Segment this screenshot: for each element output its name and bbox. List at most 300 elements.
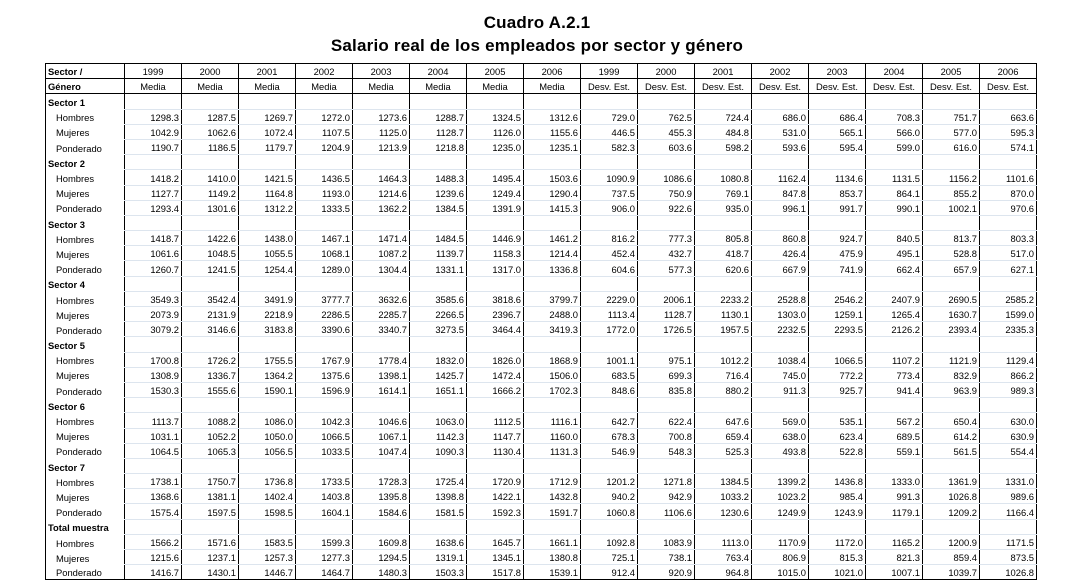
header-year-cell: 2000	[638, 64, 695, 79]
header-year-cell: 2000	[182, 64, 239, 79]
empty-cell	[467, 155, 524, 170]
header-year-cell: 1999	[125, 64, 182, 79]
value-cell: 1046.6	[353, 413, 410, 428]
table-row	[46, 231, 1037, 246]
empty-cell	[866, 215, 923, 230]
empty-cell	[752, 519, 809, 534]
title-block	[0, 12, 1074, 58]
row-label: Mujeres	[46, 185, 125, 200]
empty-cell	[809, 398, 866, 413]
value-cell: 686.0	[752, 109, 809, 124]
value-cell: 1288.7	[410, 109, 467, 124]
empty-cell	[410, 276, 467, 291]
value-cell: 1503.6	[524, 170, 581, 185]
value-cell: 1638.6	[410, 534, 467, 549]
empty-cell	[638, 398, 695, 413]
table-row	[46, 474, 1037, 489]
value-cell: 657.9	[923, 261, 980, 276]
value-cell: 1179.7	[239, 139, 296, 154]
row-label: Ponderado	[46, 322, 125, 337]
table-row	[46, 322, 1037, 337]
empty-cell	[695, 337, 752, 352]
empty-cell	[296, 458, 353, 473]
value-cell: 1026.8	[980, 565, 1037, 580]
value-cell: 1139.7	[410, 246, 467, 261]
empty-cell	[353, 215, 410, 230]
value-cell: 650.4	[923, 413, 980, 428]
value-cell: 2690.5	[923, 291, 980, 306]
value-cell: 1113.7	[125, 413, 182, 428]
value-cell: 622.4	[638, 413, 695, 428]
value-cell: 729.0	[581, 109, 638, 124]
empty-cell	[296, 94, 353, 109]
empty-cell	[524, 519, 581, 534]
empty-cell	[695, 519, 752, 534]
header-year-cell: 2006	[524, 64, 581, 79]
value-cell: 1131.3	[524, 443, 581, 458]
value-cell: 1430.1	[182, 565, 239, 580]
value-cell: 1162.4	[752, 170, 809, 185]
value-cell: 975.1	[638, 352, 695, 367]
empty-cell	[353, 94, 410, 109]
row-label: Hombres	[46, 291, 125, 306]
value-cell: 1736.8	[239, 474, 296, 489]
empty-cell	[809, 458, 866, 473]
row-label: Hombres	[46, 109, 125, 124]
value-cell: 1257.3	[239, 550, 296, 565]
value-cell: 1333.5	[296, 200, 353, 215]
table-row	[46, 382, 1037, 397]
value-cell: 1539.1	[524, 565, 581, 580]
value-cell: 1599.3	[296, 534, 353, 549]
value-cell: 1391.9	[467, 200, 524, 215]
value-cell: 840.5	[866, 231, 923, 246]
value-cell: 1121.9	[923, 352, 980, 367]
value-cell: 996.1	[752, 200, 809, 215]
table-row	[46, 246, 1037, 261]
value-cell: 1438.0	[239, 231, 296, 246]
row-label: Hombres	[46, 170, 125, 185]
header-stat-cell: Media	[182, 79, 239, 94]
value-cell: 912.4	[581, 565, 638, 580]
value-cell: 1868.9	[524, 352, 581, 367]
value-cell: 1170.9	[752, 534, 809, 549]
value-cell: 525.3	[695, 443, 752, 458]
table-row	[46, 261, 1037, 276]
value-cell: 1416.7	[125, 565, 182, 580]
empty-cell	[752, 94, 809, 109]
value-cell: 535.1	[809, 413, 866, 428]
empty-cell	[182, 398, 239, 413]
header-year-cell: 2005	[467, 64, 524, 79]
value-cell: 773.4	[866, 367, 923, 382]
value-cell: 1002.1	[923, 200, 980, 215]
empty-cell	[866, 458, 923, 473]
table-row	[46, 124, 1037, 139]
empty-cell	[410, 519, 467, 534]
row-label: Mujeres	[46, 428, 125, 443]
value-cell: 963.9	[923, 382, 980, 397]
empty-cell	[410, 215, 467, 230]
header-stat-cell: Desv. Est.	[809, 79, 866, 94]
value-cell: 1380.8	[524, 550, 581, 565]
empty-cell	[866, 519, 923, 534]
value-cell: 3419.3	[524, 322, 581, 337]
value-cell: 763.4	[695, 550, 752, 565]
table-body	[46, 64, 1037, 580]
value-cell: 1166.4	[980, 504, 1037, 519]
value-cell: 1068.1	[296, 246, 353, 261]
value-cell: 2285.7	[353, 307, 410, 322]
value-cell: 2293.5	[809, 322, 866, 337]
table-row	[46, 291, 1037, 306]
value-cell: 942.9	[638, 489, 695, 504]
value-cell: 1190.7	[125, 139, 182, 154]
empty-cell	[638, 215, 695, 230]
value-cell: 1331.1	[410, 261, 467, 276]
value-cell: 1645.7	[467, 534, 524, 549]
header-year-cell: 1999	[581, 64, 638, 79]
value-cell: 1384.5	[410, 200, 467, 215]
empty-cell	[182, 155, 239, 170]
value-cell: 1080.8	[695, 170, 752, 185]
value-cell: 662.4	[866, 261, 923, 276]
value-cell: 528.8	[923, 246, 980, 261]
value-cell: 663.6	[980, 109, 1037, 124]
value-cell: 1235.0	[467, 139, 524, 154]
value-cell: 1033.2	[695, 489, 752, 504]
header-row-years	[46, 64, 1037, 79]
value-cell: 1179.1	[866, 504, 923, 519]
value-cell: 1047.4	[353, 443, 410, 458]
value-cell: 1303.0	[752, 307, 809, 322]
value-cell: 1480.3	[353, 565, 410, 580]
value-cell: 1461.2	[524, 231, 581, 246]
value-cell: 620.6	[695, 261, 752, 276]
header-year-cell: 2004	[410, 64, 467, 79]
table-row	[46, 565, 1037, 580]
table-row	[46, 550, 1037, 565]
value-cell: 920.9	[638, 565, 695, 580]
empty-cell	[182, 458, 239, 473]
value-cell: 574.1	[980, 139, 1037, 154]
row-label: Mujeres	[46, 489, 125, 504]
value-cell: 1464.7	[296, 565, 353, 580]
empty-cell	[353, 519, 410, 534]
value-cell: 3818.6	[467, 291, 524, 306]
empty-cell	[467, 215, 524, 230]
empty-cell	[581, 519, 638, 534]
value-cell: 577.3	[638, 261, 695, 276]
value-cell: 642.7	[581, 413, 638, 428]
value-cell: 1472.4	[467, 367, 524, 382]
value-cell: 2488.0	[524, 307, 581, 322]
value-cell: 593.6	[752, 139, 809, 154]
value-cell: 815.3	[809, 550, 866, 565]
empty-cell	[809, 276, 866, 291]
value-cell: 1590.1	[239, 382, 296, 397]
empty-cell	[695, 276, 752, 291]
value-cell: 1204.9	[296, 139, 353, 154]
empty-cell	[923, 94, 980, 109]
empty-cell	[182, 337, 239, 352]
value-cell: 1661.1	[524, 534, 581, 549]
value-cell: 678.3	[581, 428, 638, 443]
value-cell: 426.4	[752, 246, 809, 261]
header-stat-cell: Desv. Est.	[638, 79, 695, 94]
value-cell: 1218.8	[410, 139, 467, 154]
value-cell: 1214.6	[353, 185, 410, 200]
empty-cell	[239, 276, 296, 291]
header-sector-label: Sector /	[46, 64, 125, 79]
value-cell: 1384.5	[695, 474, 752, 489]
value-cell: 1158.3	[467, 246, 524, 261]
header-stat-cell: Media	[239, 79, 296, 94]
value-cell: 1738.1	[125, 474, 182, 489]
table-row	[46, 413, 1037, 428]
value-cell: 1164.8	[239, 185, 296, 200]
value-cell: 1107.5	[296, 124, 353, 139]
value-cell: 1277.3	[296, 550, 353, 565]
header-year-cell: 2003	[809, 64, 866, 79]
value-cell: 1584.6	[353, 504, 410, 519]
empty-cell	[581, 337, 638, 352]
value-cell: 1064.5	[125, 443, 182, 458]
section-label: Sector 7	[46, 458, 125, 473]
value-cell: 1062.6	[182, 124, 239, 139]
header-stat-cell: Media	[125, 79, 182, 94]
header-stat-cell: Media	[524, 79, 581, 94]
empty-cell	[353, 276, 410, 291]
value-cell: 1402.4	[239, 489, 296, 504]
empty-cell	[524, 458, 581, 473]
value-cell: 1237.1	[182, 550, 239, 565]
empty-cell	[809, 215, 866, 230]
row-label: Hombres	[46, 534, 125, 549]
empty-cell	[638, 276, 695, 291]
section-label: Sector 4	[46, 276, 125, 291]
value-cell: 1446.7	[239, 565, 296, 580]
value-cell: 1066.5	[809, 352, 866, 367]
value-cell: 1767.9	[296, 352, 353, 367]
value-cell: 1361.9	[923, 474, 980, 489]
empty-cell	[239, 398, 296, 413]
section-label: Sector 1	[46, 94, 125, 109]
value-cell: 1308.9	[125, 367, 182, 382]
value-cell: 2073.9	[125, 307, 182, 322]
value-cell: 1312.6	[524, 109, 581, 124]
empty-cell	[695, 155, 752, 170]
table-row	[46, 443, 1037, 458]
value-cell: 1033.5	[296, 443, 353, 458]
value-cell: 2131.9	[182, 307, 239, 322]
empty-cell	[125, 519, 182, 534]
value-cell: 803.3	[980, 231, 1037, 246]
empty-cell	[239, 458, 296, 473]
empty-cell	[524, 94, 581, 109]
header-stat-cell: Media	[296, 79, 353, 94]
value-cell: 1012.2	[695, 352, 752, 367]
value-cell: 418.7	[695, 246, 752, 261]
row-label: Mujeres	[46, 307, 125, 322]
empty-cell	[524, 276, 581, 291]
header-stat-cell: Desv. Est.	[581, 79, 638, 94]
value-cell: 1061.6	[125, 246, 182, 261]
value-cell: 1364.2	[239, 367, 296, 382]
value-cell: 1063.0	[410, 413, 467, 428]
section-label: Sector 3	[46, 215, 125, 230]
value-cell: 1666.2	[467, 382, 524, 397]
value-cell: 522.8	[809, 443, 866, 458]
empty-cell	[296, 519, 353, 534]
value-cell: 1324.5	[467, 109, 524, 124]
section-label: Sector 2	[46, 155, 125, 170]
empty-cell	[638, 519, 695, 534]
value-cell: 1042.9	[125, 124, 182, 139]
value-cell: 1214.4	[524, 246, 581, 261]
empty-cell	[695, 458, 752, 473]
empty-cell	[980, 155, 1037, 170]
value-cell: 554.4	[980, 443, 1037, 458]
empty-cell	[752, 337, 809, 352]
value-cell: 1604.1	[296, 504, 353, 519]
value-cell: 1072.4	[239, 124, 296, 139]
value-cell: 859.4	[923, 550, 980, 565]
table-row	[46, 307, 1037, 322]
value-cell: 689.5	[866, 428, 923, 443]
value-cell: 2286.5	[296, 307, 353, 322]
header-year-cell: 2004	[866, 64, 923, 79]
section-label: Sector 5	[46, 337, 125, 352]
empty-cell	[239, 519, 296, 534]
value-cell: 3491.9	[239, 291, 296, 306]
value-cell: 1436.8	[809, 474, 866, 489]
value-cell: 3549.3	[125, 291, 182, 306]
empty-cell	[581, 458, 638, 473]
empty-cell	[581, 276, 638, 291]
value-cell: 2232.5	[752, 322, 809, 337]
value-cell: 1269.7	[239, 109, 296, 124]
table-row	[46, 428, 1037, 443]
value-cell: 1171.5	[980, 534, 1037, 549]
value-cell: 1113.4	[581, 307, 638, 322]
empty-cell	[296, 337, 353, 352]
value-cell: 1336.7	[182, 367, 239, 382]
value-cell: 559.1	[866, 443, 923, 458]
empty-cell	[923, 519, 980, 534]
value-cell: 1272.0	[296, 109, 353, 124]
empty-cell	[410, 337, 467, 352]
header-year-cell: 2006	[980, 64, 1037, 79]
value-cell: 989.3	[980, 382, 1037, 397]
value-cell: 1566.2	[125, 534, 182, 549]
value-cell: 1113.0	[695, 534, 752, 549]
value-cell: 924.7	[809, 231, 866, 246]
empty-cell	[638, 94, 695, 109]
header-year-cell: 2001	[239, 64, 296, 79]
section-row	[46, 458, 1037, 473]
value-cell: 1726.2	[182, 352, 239, 367]
value-cell: 1241.5	[182, 261, 239, 276]
table-row	[46, 170, 1037, 185]
value-cell: 1060.8	[581, 504, 638, 519]
value-cell: 700.8	[638, 428, 695, 443]
value-cell: 630.0	[980, 413, 1037, 428]
value-cell: 484.8	[695, 124, 752, 139]
value-cell: 1021.0	[809, 565, 866, 580]
value-cell: 1039.7	[923, 565, 980, 580]
empty-cell	[866, 155, 923, 170]
empty-cell	[524, 398, 581, 413]
value-cell: 847.8	[752, 185, 809, 200]
header-year-cell: 2003	[353, 64, 410, 79]
empty-cell	[638, 337, 695, 352]
value-cell: 1506.0	[524, 367, 581, 382]
value-cell: 1436.5	[296, 170, 353, 185]
empty-cell	[980, 519, 1037, 534]
value-cell: 604.6	[581, 261, 638, 276]
value-cell: 813.7	[923, 231, 980, 246]
value-cell: 716.4	[695, 367, 752, 382]
value-cell: 1488.3	[410, 170, 467, 185]
value-cell: 1331.0	[980, 474, 1037, 489]
value-cell: 1599.0	[980, 307, 1037, 322]
row-label: Ponderado	[46, 443, 125, 458]
section-row	[46, 337, 1037, 352]
empty-cell	[809, 155, 866, 170]
value-cell: 1571.6	[182, 534, 239, 549]
value-cell: 1702.3	[524, 382, 581, 397]
empty-cell	[467, 398, 524, 413]
row-label: Mujeres	[46, 550, 125, 565]
value-cell: 1015.0	[752, 565, 809, 580]
value-cell: 1712.9	[524, 474, 581, 489]
empty-cell	[752, 458, 809, 473]
value-cell: 1213.9	[353, 139, 410, 154]
value-cell: 1126.0	[467, 124, 524, 139]
value-cell: 1301.6	[182, 200, 239, 215]
value-cell: 598.2	[695, 139, 752, 154]
value-cell: 446.5	[581, 124, 638, 139]
value-cell: 750.9	[638, 185, 695, 200]
value-cell: 1530.3	[125, 382, 182, 397]
value-cell: 1362.2	[353, 200, 410, 215]
value-cell: 1193.0	[296, 185, 353, 200]
value-cell: 1398.8	[410, 489, 467, 504]
value-cell: 582.3	[581, 139, 638, 154]
value-cell: 1230.6	[695, 504, 752, 519]
value-cell: 1312.2	[239, 200, 296, 215]
value-cell: 816.2	[581, 231, 638, 246]
value-cell: 567.2	[866, 413, 923, 428]
value-cell: 1630.7	[923, 307, 980, 322]
value-cell: 806.9	[752, 550, 809, 565]
value-cell: 1555.6	[182, 382, 239, 397]
value-cell: 577.0	[923, 124, 980, 139]
empty-cell	[923, 337, 980, 352]
value-cell: 1239.6	[410, 185, 467, 200]
value-cell: 683.5	[581, 367, 638, 382]
value-cell: 1087.2	[353, 246, 410, 261]
value-cell: 1112.5	[467, 413, 524, 428]
empty-cell	[809, 94, 866, 109]
header-stat-cell: Desv. Est.	[866, 79, 923, 94]
empty-cell	[296, 215, 353, 230]
empty-cell	[980, 398, 1037, 413]
section-row	[46, 519, 1037, 534]
header-year-cell: 2002	[296, 64, 353, 79]
section-label: Total muestra	[46, 519, 125, 534]
